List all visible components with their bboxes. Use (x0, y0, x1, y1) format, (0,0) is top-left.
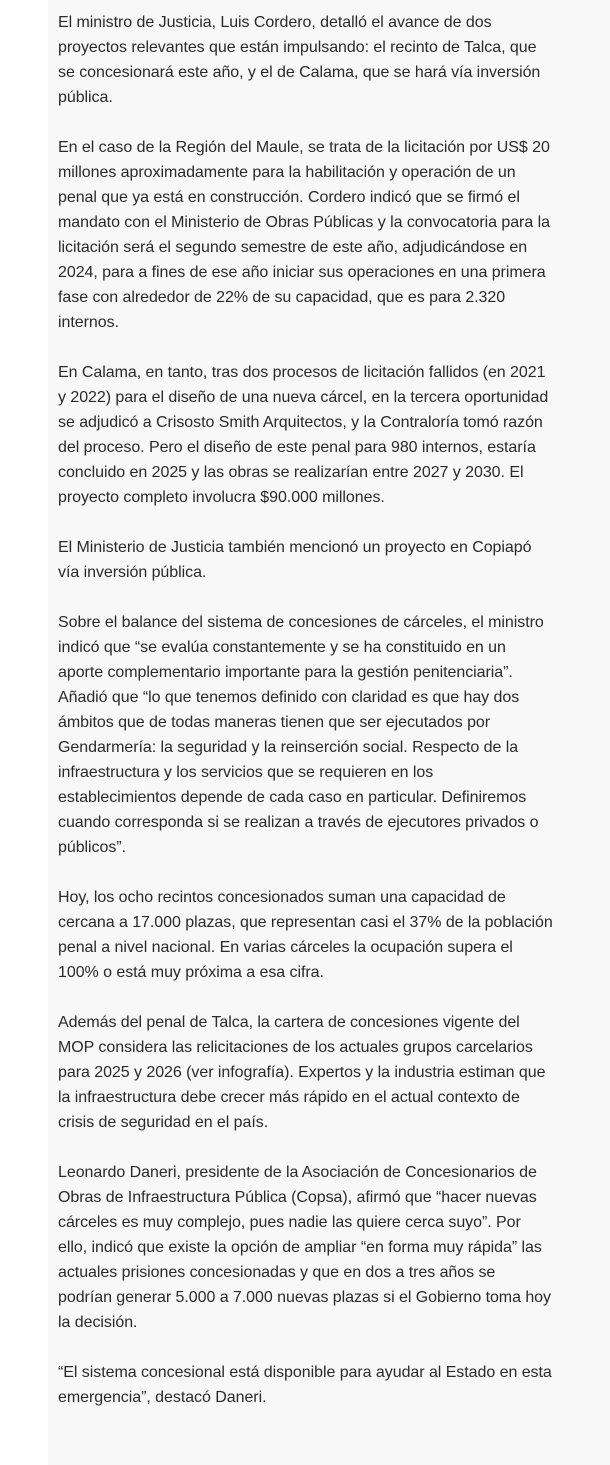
article-paragraph: “El sistema concesional está disponible para ayudar al Estado en esta emergencia”, destacó Daneri. (58, 1364, 552, 1406)
article-paragraph: El Ministerio de Justicia también mencionó un proyecto en Copiapó vía inversión pública. (58, 539, 532, 581)
article-body (48, 0, 610, 1465)
article-paragraph: Leonardo Daneri, presidente de la Asociación de Concesionarios de Obras de Infraestructura Pública (Copsa), afirmó que “hacer nuevas cárceles es muy complejo, pues nadie las quiere cerca suyo”. Por ello, indicó que existe la opción de ampliar “en forma muy rápida” las actuales prisiones concesionadas y que en dos a tres años se podrían generar 5.000 a 7.000 nuevas plazas si el Gobierno toma hoy la decisión. (58, 1164, 551, 1331)
article-paragraph: Hoy, los ocho recintos concesionados suman una capacidad de cercana a 17.000 plazas, que representan casi el 37% de la población penal a nivel nacional. En varias cárceles la ocupación supera el 100% o está muy próxima a esa cifra. (58, 889, 553, 981)
article-paragraph: En Calama, en tanto, tras dos procesos de licitación fallidos (en 2021 y 2022) para el diseño de una nueva cárcel, en la tercera oportunidad se adjudicó a Crisosto Smith Arquitectos, y la Contraloría tomó razón del proceso. Pero el diseño de este penal para 980 internos, estaría concluido en 2025 y las obras se realizarían entre 2027 y 2030. El proyecto completo involucra $90.000 millones. (58, 364, 549, 506)
article-paragraph: Sobre el balance del sistema de concesiones de cárceles, el ministro indicó que “se evalúa constantemente y se ha constituido en un aporte complementario importante para la gestión penitenciaria”. Añadió que “lo que tenemos definido con claridad es que hay dos ámbitos que de todas maneras tienen que ser ejecutados por Gendarmería: la seguridad y la reinserción social. Respecto de la infraestructura y los servicios que se requieren en los establecimientos depende de cada caso en particular. Definiremos cuando corresponda si se realizan a través de ejecutores privados o públicos”. (58, 614, 544, 856)
article-paragraph: En el caso de la Región del Maule, se trata de la licitación por US$ 20 millones aproximadamente para la habilitación y operación de un penal que ya está en construcción. Cordero indicó que se firmó el mandato con el Ministerio de Obras Públicas y la convocatoria para la licitación será el segundo semestre de este año, adjudicándose en 2024, para a fines de ese año iniciar sus operaciones en una primera fase con alrededor de 22% de su capacidad, que es para 2.320 internos. (58, 139, 550, 331)
article-paragraph: Además del penal de Talca, la cartera de concesiones vigente del MOP considera las relicitaciones de los actuales grupos carcelarios para 2025 y 2026 (ver infografía). Expertos y la industria estiman que la infraestructura debe crecer más rápido en el actual contexto de crisis de seguridad en el país. (58, 1014, 546, 1131)
article-paragraph: El ministro de Justicia, Luis Cordero, detalló el avance de dos proyectos relevantes que están impulsando: el recinto de Talca, que se concesionará este año, y el de Calama, que se hará vía inversión pública. (58, 14, 541, 106)
